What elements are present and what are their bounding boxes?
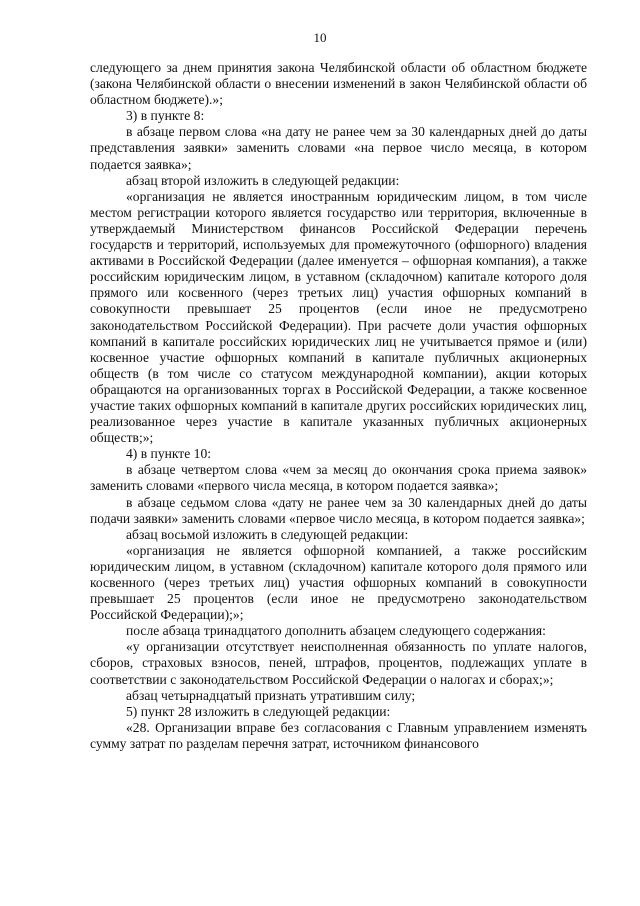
paragraph-fourteenth-void: абзац четырнадцатый признать утратившим силу; xyxy=(126,687,416,703)
paragraph-item-4-heading: 4) в пункте 10: xyxy=(126,446,212,462)
paragraph-item-4-fourth: в абзаце четвертом слова «чем за месяц до окончания срока приема заявок» заменить словами «первого числа месяца, в котором подается заявка»; xyxy=(90,462,587,494)
paragraph-item-3-second: абзац второй изложить в следующей редакции: xyxy=(126,172,400,188)
paragraph-item-5-heading: 5) пункт 28 изложить в следующей редакции: xyxy=(126,703,391,719)
page-number: 10 xyxy=(313,30,327,45)
paragraph-item-3-heading: 3) в пункте 8: xyxy=(126,108,205,124)
paragraph-offshore-definition: «организация не является иностранным юридическим лицом, в том числе местом регистрации которого является государство или территория, включенные в утверждаемый Министерством финансов Российской Федерации перечень государств и территорий, используемых для промежуточного (офшорного) владения активами в Российской Федерации (далее именуется – офшорная компания), а также российским юридическим лицом, в уставном (складочном) капитале которого доля прямого или косвенного (через третьих лиц) участия офшорных компаний в совокупности превышает 25 процентов (если иное не предусмотрено законодательством Российской Федерации). При расчете доли участия офшорных компаний в капитале российских юридических лиц не учитывается прямое и (или) косвенное участие офшорных компаний в капитале публичных акционерных обществ (в том числе со статусом международной компании), акции которых обращаются на организованных торгах в Российской Федерации, а также косвенное участие таких офшорных компаний в капитале других российских юридических лиц, реализованное через участие в капитале указанных публичных акционерных обществ;»; xyxy=(90,188,587,446)
paragraph-add-after-thirteenth: после абзаца тринадцатого дополнить абзацем следующего содержания: xyxy=(126,623,546,639)
paragraph-continuation: следующего за днем принятия закона Челябинской области об областном бюджете (закона Челябинской области о внесении изменений в закон Челябинской области об областном бюджете).»; xyxy=(90,60,587,108)
paragraph-tax-obligation: «у организации отсутствует неисполненная обязанность по уплате налогов, сборов, страховых взносов, пеней, штрафов, процентов, подлежащих уплате в соответствии с законодательством Российской Федерации о налогах и сборах;»; xyxy=(90,639,587,687)
paragraph-offshore-condition: «организация не является офшорной компанией, а также российским юридическим лицом, в уставном (складочном) капитале которого доля прямого или косвенного (через третьих лиц) участия офшорных компаний в совокупности превышает 25 процентов (если иное не предусмотрено законодательством Российской Федерации);»; xyxy=(90,542,587,623)
paragraph-item-3-first: в абзаце первом слова «на дату не ранее чем за 30 календарных дней до даты представления заявки» заменить словами «на первое число месяца, в котором подается заявка»; xyxy=(90,124,587,172)
paragraph-point-28: «28. Организации вправе без согласования с Главным управлением изменять сумму затрат по разделам перечня затрат, источником финансового xyxy=(90,719,587,751)
paragraph-item-4-seventh: в абзаце седьмом слова «дату не ранее чем за 30 календарных дней до даты подачи заявки» заменить словами «первое число месяца, в котором подается заявка»; xyxy=(90,494,587,526)
document-body xyxy=(90,60,587,752)
paragraph-item-4-eighth: абзац восьмой изложить в следующей редакции: xyxy=(126,526,409,542)
